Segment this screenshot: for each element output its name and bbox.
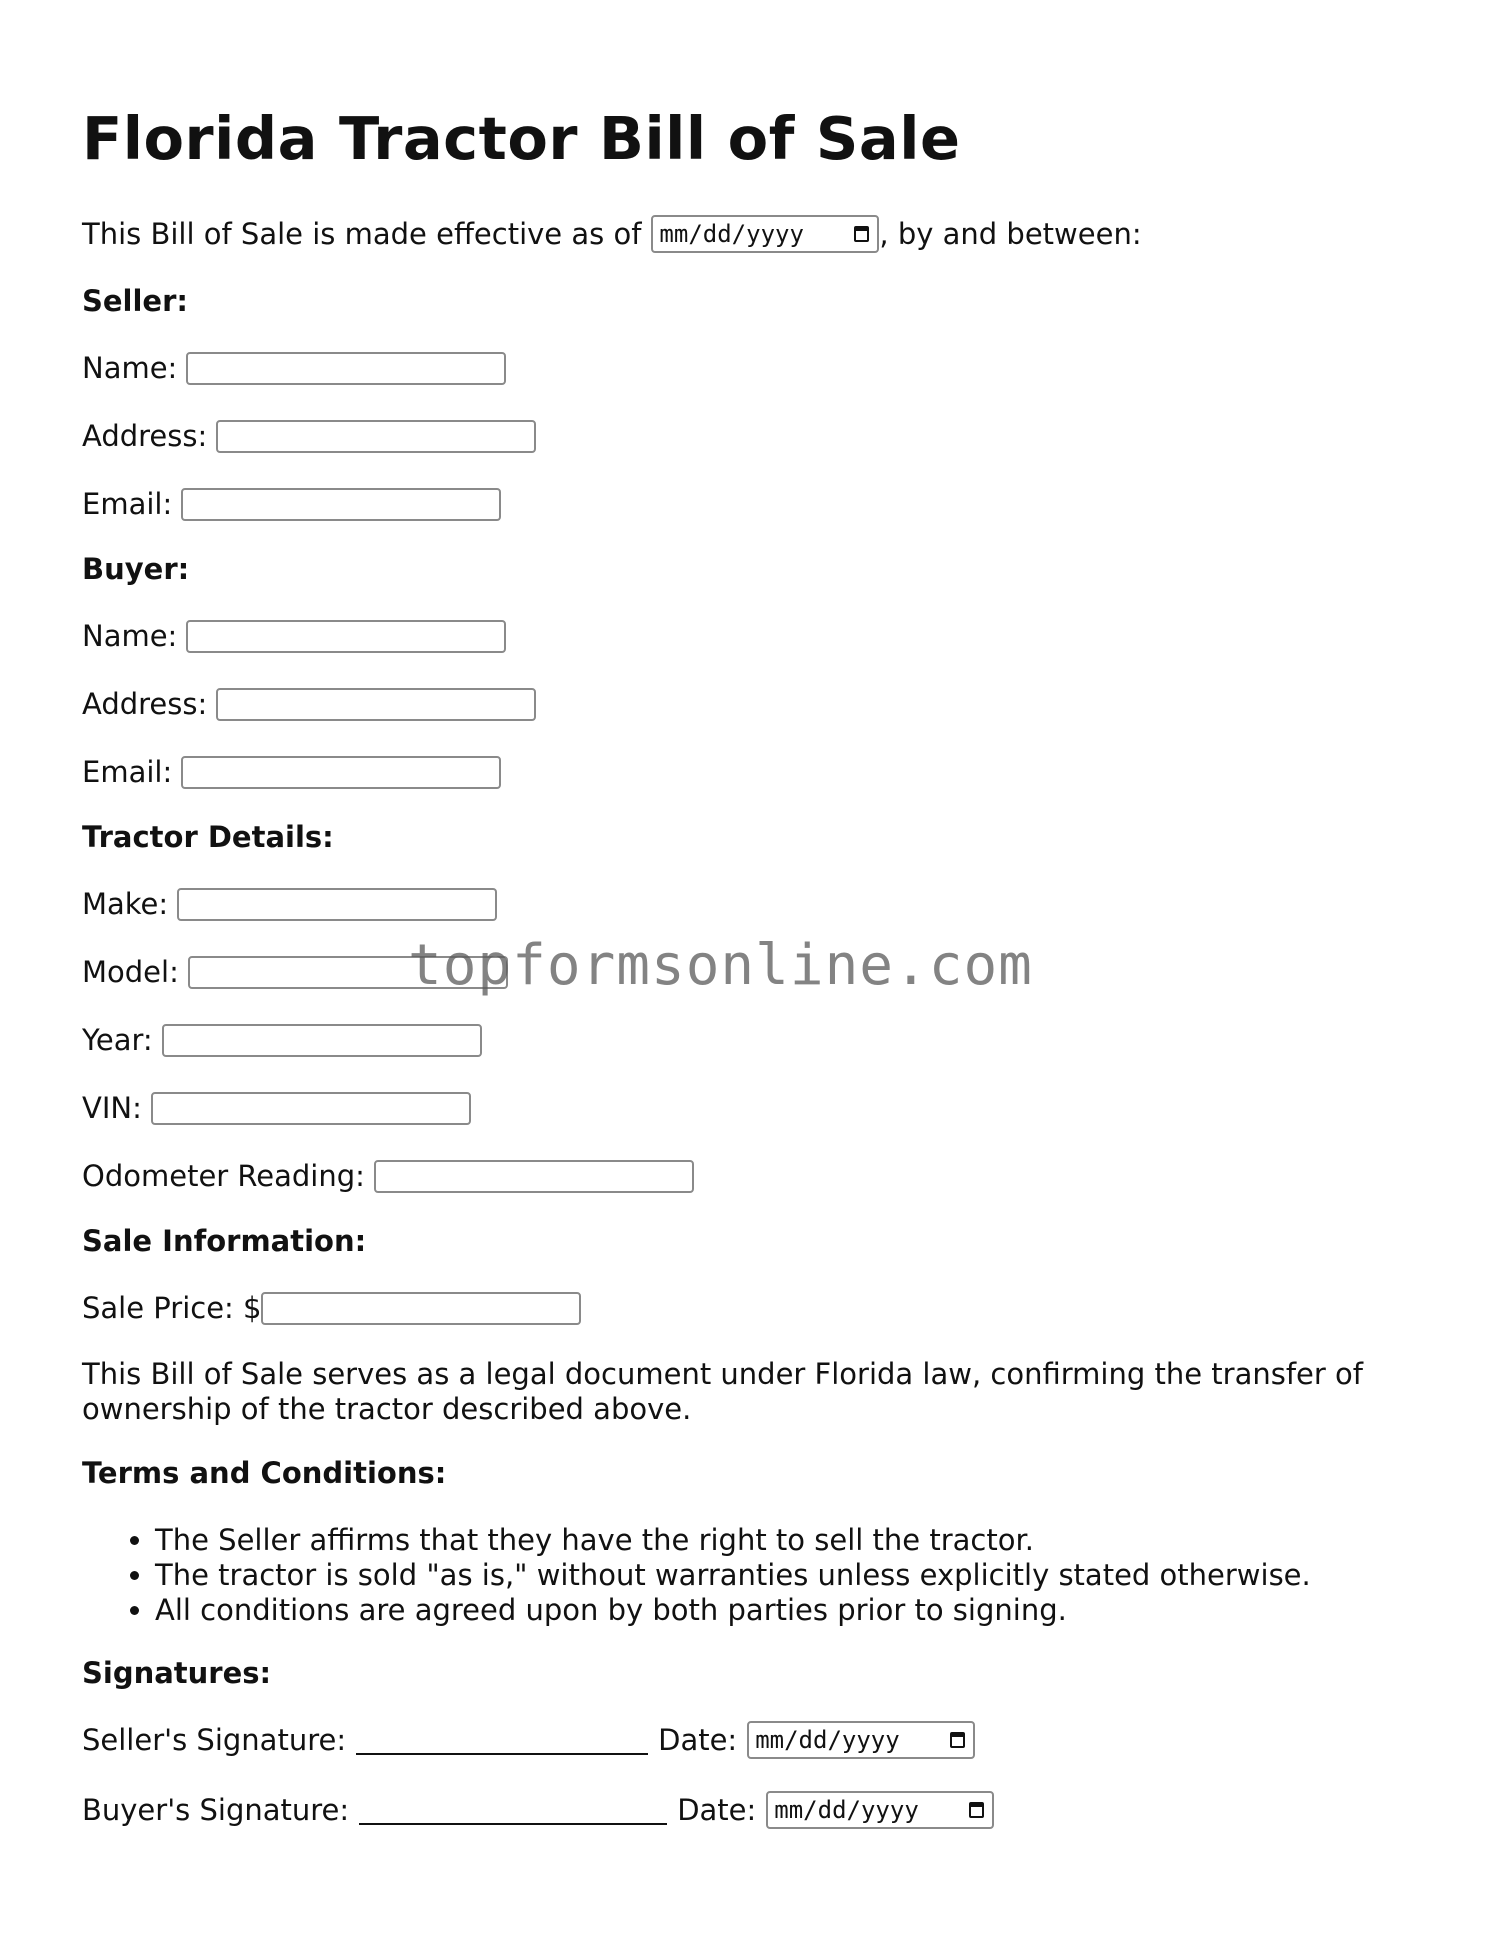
terms-list [82, 1523, 1311, 1628]
signatures-heading: Signatures: [82, 1656, 272, 1690]
list-item: • All conditions are agreed upon by both parties prior to signing. [155, 1593, 1311, 1628]
tractor-vin-input[interactable] [151, 1092, 471, 1125]
buyer-date-placeholder: mm/dd/yyyy [774, 1796, 919, 1824]
tractor-odometer-input[interactable] [374, 1160, 694, 1193]
buyer-email-label: Email: [82, 755, 173, 789]
seller-signature-row [82, 1720, 975, 1760]
seller-signature-label: Seller's Signature: [82, 1723, 347, 1757]
buyer-heading: Buyer: [82, 552, 190, 586]
seller-heading: Seller: [82, 284, 189, 318]
legal-paragraph: This Bill of Sale serves as a legal document under Florida law, confirming the transfer of ownership of the tractor described above. [82, 1357, 1363, 1426]
seller-email-label: Email: [82, 487, 173, 521]
seller-name-input[interactable] [186, 352, 506, 385]
seller-email-row [82, 484, 501, 524]
seller-name-label: Name: [82, 351, 178, 385]
buyer-name-row [82, 616, 506, 656]
sale-heading: Sale Information: [82, 1224, 367, 1258]
buyer-name-label: Name: [82, 619, 178, 653]
buyer-signature-line[interactable] [359, 1823, 667, 1825]
intro-text-after: , by and between: [879, 217, 1142, 251]
seller-address-input[interactable] [216, 420, 536, 453]
intro-line [82, 214, 1142, 254]
seller-email-input[interactable] [181, 488, 501, 521]
list-item: • The Seller affirms that they have the right to sell the tractor. [155, 1523, 1311, 1558]
seller-address-label: Address: [82, 419, 208, 453]
tractor-vin-row [82, 1088, 471, 1128]
tractor-year-input[interactable] [162, 1024, 482, 1057]
tractor-heading: Tractor Details: [82, 820, 334, 854]
tractor-year-row [82, 1020, 482, 1060]
seller-date-placeholder: mm/dd/yyyy [755, 1726, 900, 1754]
tractor-make-input[interactable] [177, 888, 497, 921]
buyer-date-label: Date: [677, 1793, 757, 1827]
buyer-date-input[interactable] [766, 1791, 994, 1829]
tractor-year-label: Year: [82, 1023, 153, 1057]
tractor-odometer-label: Odometer Reading: [82, 1159, 365, 1193]
buyer-address-label: Address: [82, 687, 208, 721]
seller-signature-line[interactable] [356, 1753, 648, 1755]
sale-price-row [82, 1288, 581, 1328]
seller-date-label: Date: [658, 1723, 738, 1757]
seller-name-row [82, 348, 506, 388]
tractor-vin-label: VIN: [82, 1091, 142, 1125]
terms-heading: Terms and Conditions: [82, 1456, 447, 1490]
buyer-email-row [82, 752, 501, 792]
buyer-address-input[interactable] [216, 688, 536, 721]
calendar-icon[interactable] [950, 1732, 965, 1748]
buyer-address-row [82, 684, 536, 724]
tractor-odometer-row [82, 1156, 694, 1196]
tractor-make-row [82, 884, 497, 924]
sale-price-input[interactable] [261, 1292, 581, 1325]
intro-text: This Bill of Sale is made effective as of [82, 217, 642, 251]
buyer-signature-row [82, 1790, 994, 1830]
buyer-name-input[interactable] [186, 620, 506, 653]
tractor-make-label: Make: [82, 887, 169, 921]
page-title: Florida Tractor Bill of Sale [82, 104, 961, 173]
effective-date-placeholder: mm/dd/yyyy [659, 220, 804, 248]
calendar-icon[interactable] [854, 226, 869, 242]
seller-date-input[interactable] [747, 1721, 975, 1759]
sale-price-label: Sale Price: $ [82, 1291, 262, 1325]
watermark: topformsonline.com [408, 933, 1033, 998]
buyer-signature-label: Buyer's Signature: [82, 1793, 350, 1827]
effective-date-input[interactable] [651, 215, 879, 253]
seller-address-row [82, 416, 536, 456]
buyer-email-input[interactable] [181, 756, 501, 789]
calendar-icon[interactable] [969, 1802, 984, 1818]
tractor-model-label: Model: [82, 955, 179, 989]
list-item: • The tractor is sold "as is," without warranties unless explicitly stated otherwise. [155, 1558, 1311, 1593]
